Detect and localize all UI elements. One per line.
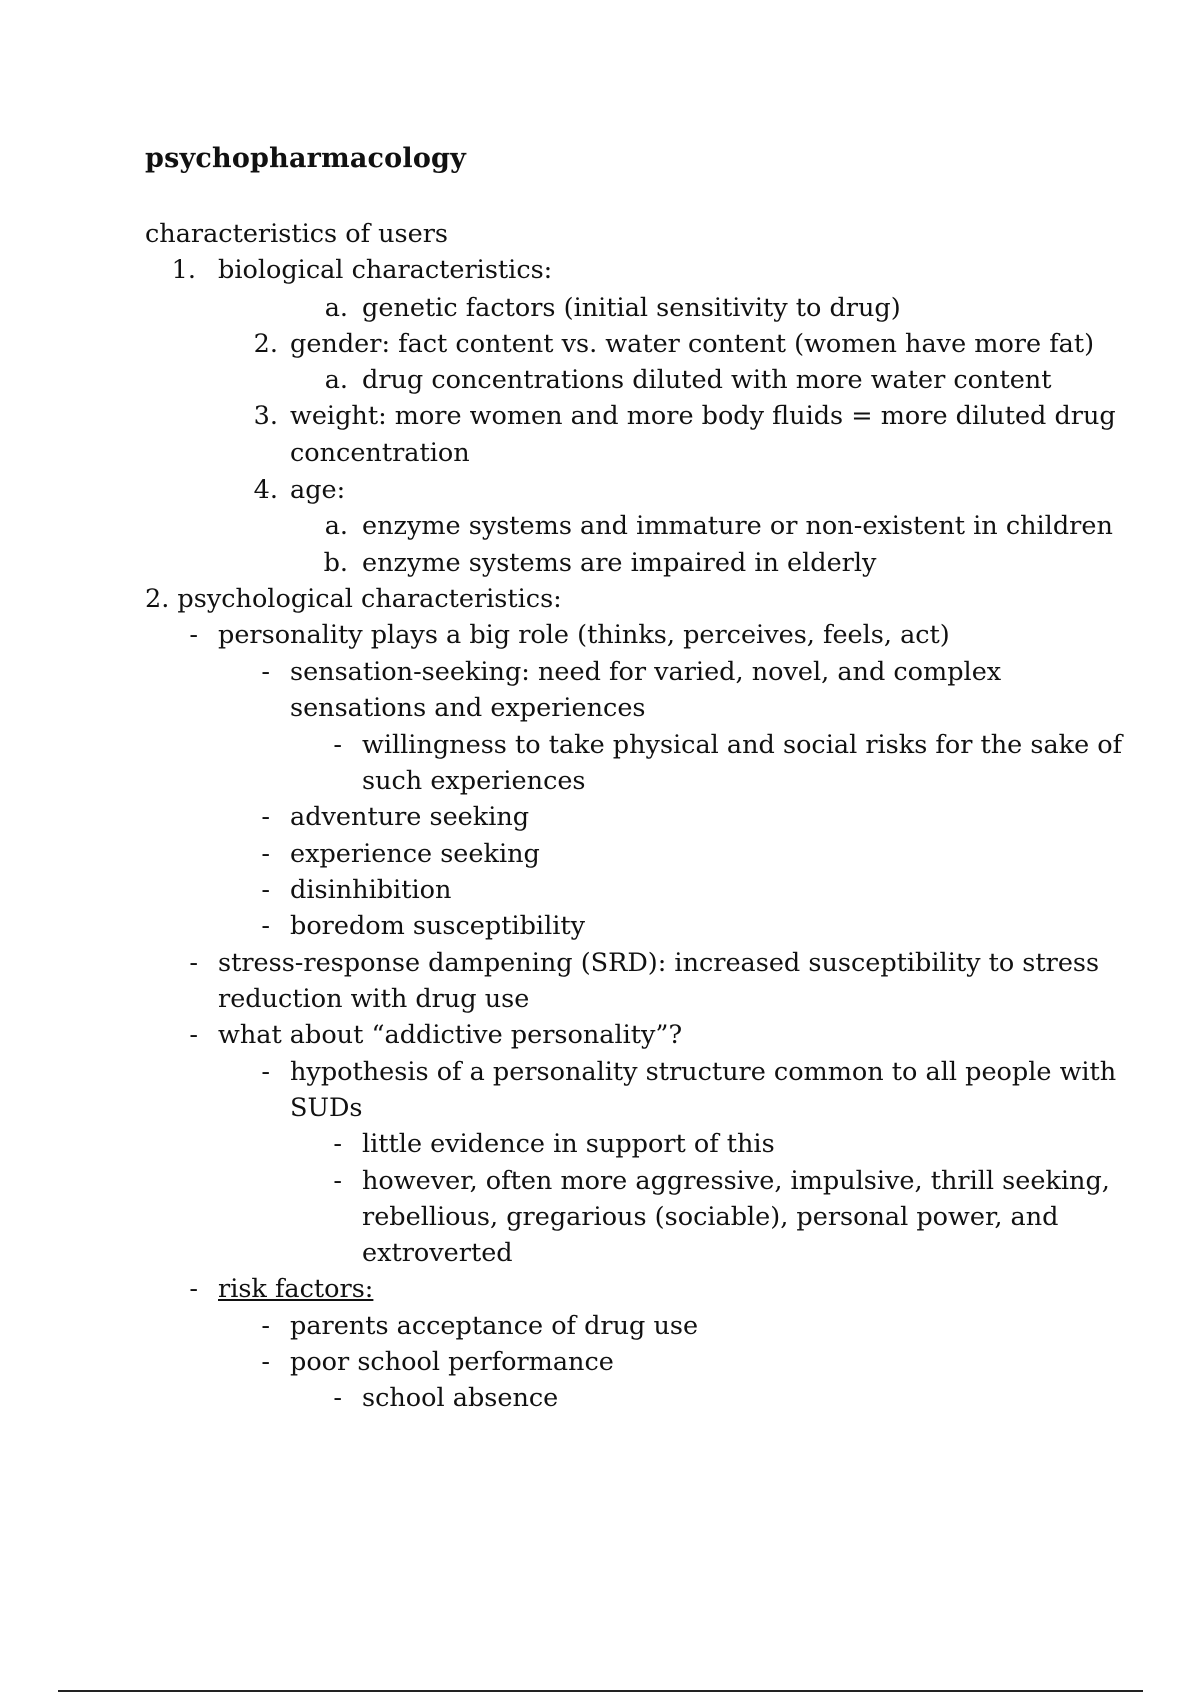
list-marker: 4.	[253, 475, 278, 505]
bullet-sensation-seeking: sensation-seeking: need for varied, novel, and complex	[290, 657, 1002, 687]
dash-bullet: -	[261, 839, 270, 869]
list-marker: a.	[324, 293, 348, 323]
bullet-risk-factors: risk factors:	[218, 1274, 374, 1304]
bullet-willingness-continued: such experiences	[362, 766, 586, 796]
bullet-experience-seeking: experience seeking	[290, 839, 540, 869]
dash-bullet: -	[261, 1347, 270, 1377]
list-item-gender: gender: fact content vs. water content (women have more fat)	[290, 329, 1095, 359]
page-bottom-rule	[58, 1690, 1143, 1692]
dash-bullet: -	[333, 730, 342, 760]
bullet-boredom-susceptibility: boredom susceptibility	[290, 911, 586, 941]
dash-bullet: -	[261, 875, 270, 905]
section-heading: characteristics of users	[145, 219, 448, 249]
bullet-however: however, often more aggressive, impulsive, thrill seeking,	[362, 1166, 1110, 1196]
dash-bullet: -	[261, 911, 270, 941]
bullet-stress-response-dampening: stress-response dampening (SRD): increased susceptibility to stress	[218, 948, 1100, 978]
list-marker: 2.	[253, 329, 278, 359]
bullet-addictive-personality: what about “addictive personality”?	[218, 1020, 683, 1050]
list-marker: 1.	[171, 255, 196, 285]
list-item-psychological: 2. psychological characteristics:	[145, 584, 562, 614]
dash-bullet: -	[189, 620, 198, 650]
bullet-however-continued-2: extroverted	[362, 1238, 513, 1268]
bullet-parents-acceptance: parents acceptance of drug use	[290, 1311, 699, 1341]
list-item-drug-concentrations: drug concentrations diluted with more water content	[362, 365, 1052, 395]
bullet-little-evidence: little evidence in support of this	[362, 1129, 775, 1159]
list-marker: b.	[323, 548, 348, 578]
list-item-weight: weight: more women and more body fluids = more diluted drug	[290, 401, 1116, 431]
bullet-personality: personality plays a big role (thinks, perceives, feels, act)	[218, 620, 950, 650]
dash-bullet: -	[333, 1166, 342, 1196]
list-marker: a.	[324, 511, 348, 541]
dash-bullet: -	[261, 1311, 270, 1341]
bullet-stress-response-dampening-continued: reduction with drug use	[218, 984, 530, 1014]
dash-bullet: -	[189, 1274, 198, 1304]
list-item-enzyme-elderly: enzyme systems are impaired in elderly	[362, 548, 877, 578]
dash-bullet: -	[261, 802, 270, 832]
bullet-sensation-seeking-continued: sensations and experiences	[290, 693, 646, 723]
list-marker: a.	[324, 365, 348, 395]
list-item-biological: biological characteristics:	[218, 255, 553, 285]
bullet-adventure-seeking: adventure seeking	[290, 802, 530, 832]
dash-bullet: -	[261, 1057, 270, 1087]
bullet-however-continued: rebellious, gregarious (sociable), personal power, and	[362, 1202, 1059, 1232]
list-item-age: age:	[290, 475, 346, 505]
bullet-school-absence: school absence	[362, 1383, 559, 1413]
page-title: psychopharmacology	[145, 143, 467, 174]
dash-bullet: -	[189, 1020, 198, 1050]
list-marker: 3.	[253, 401, 278, 431]
dash-bullet: -	[333, 1129, 342, 1159]
list-item-enzyme-children: enzyme systems and immature or non-existent in children	[362, 511, 1113, 541]
dash-bullet: -	[189, 948, 198, 978]
dash-bullet: -	[261, 657, 270, 687]
bullet-hypothesis-continued: SUDs	[290, 1093, 363, 1123]
bullet-poor-school-performance: poor school performance	[290, 1347, 614, 1377]
bullet-hypothesis: hypothesis of a personality structure common to all people with	[290, 1057, 1117, 1087]
bullet-willingness: willingness to take physical and social risks for the sake of	[362, 730, 1123, 760]
list-item-weight-continued: concentration	[290, 438, 470, 468]
list-item-genetic: genetic factors (initial sensitivity to drug)	[362, 293, 901, 323]
bullet-disinhibition: disinhibition	[290, 875, 452, 905]
dash-bullet: -	[333, 1383, 342, 1413]
